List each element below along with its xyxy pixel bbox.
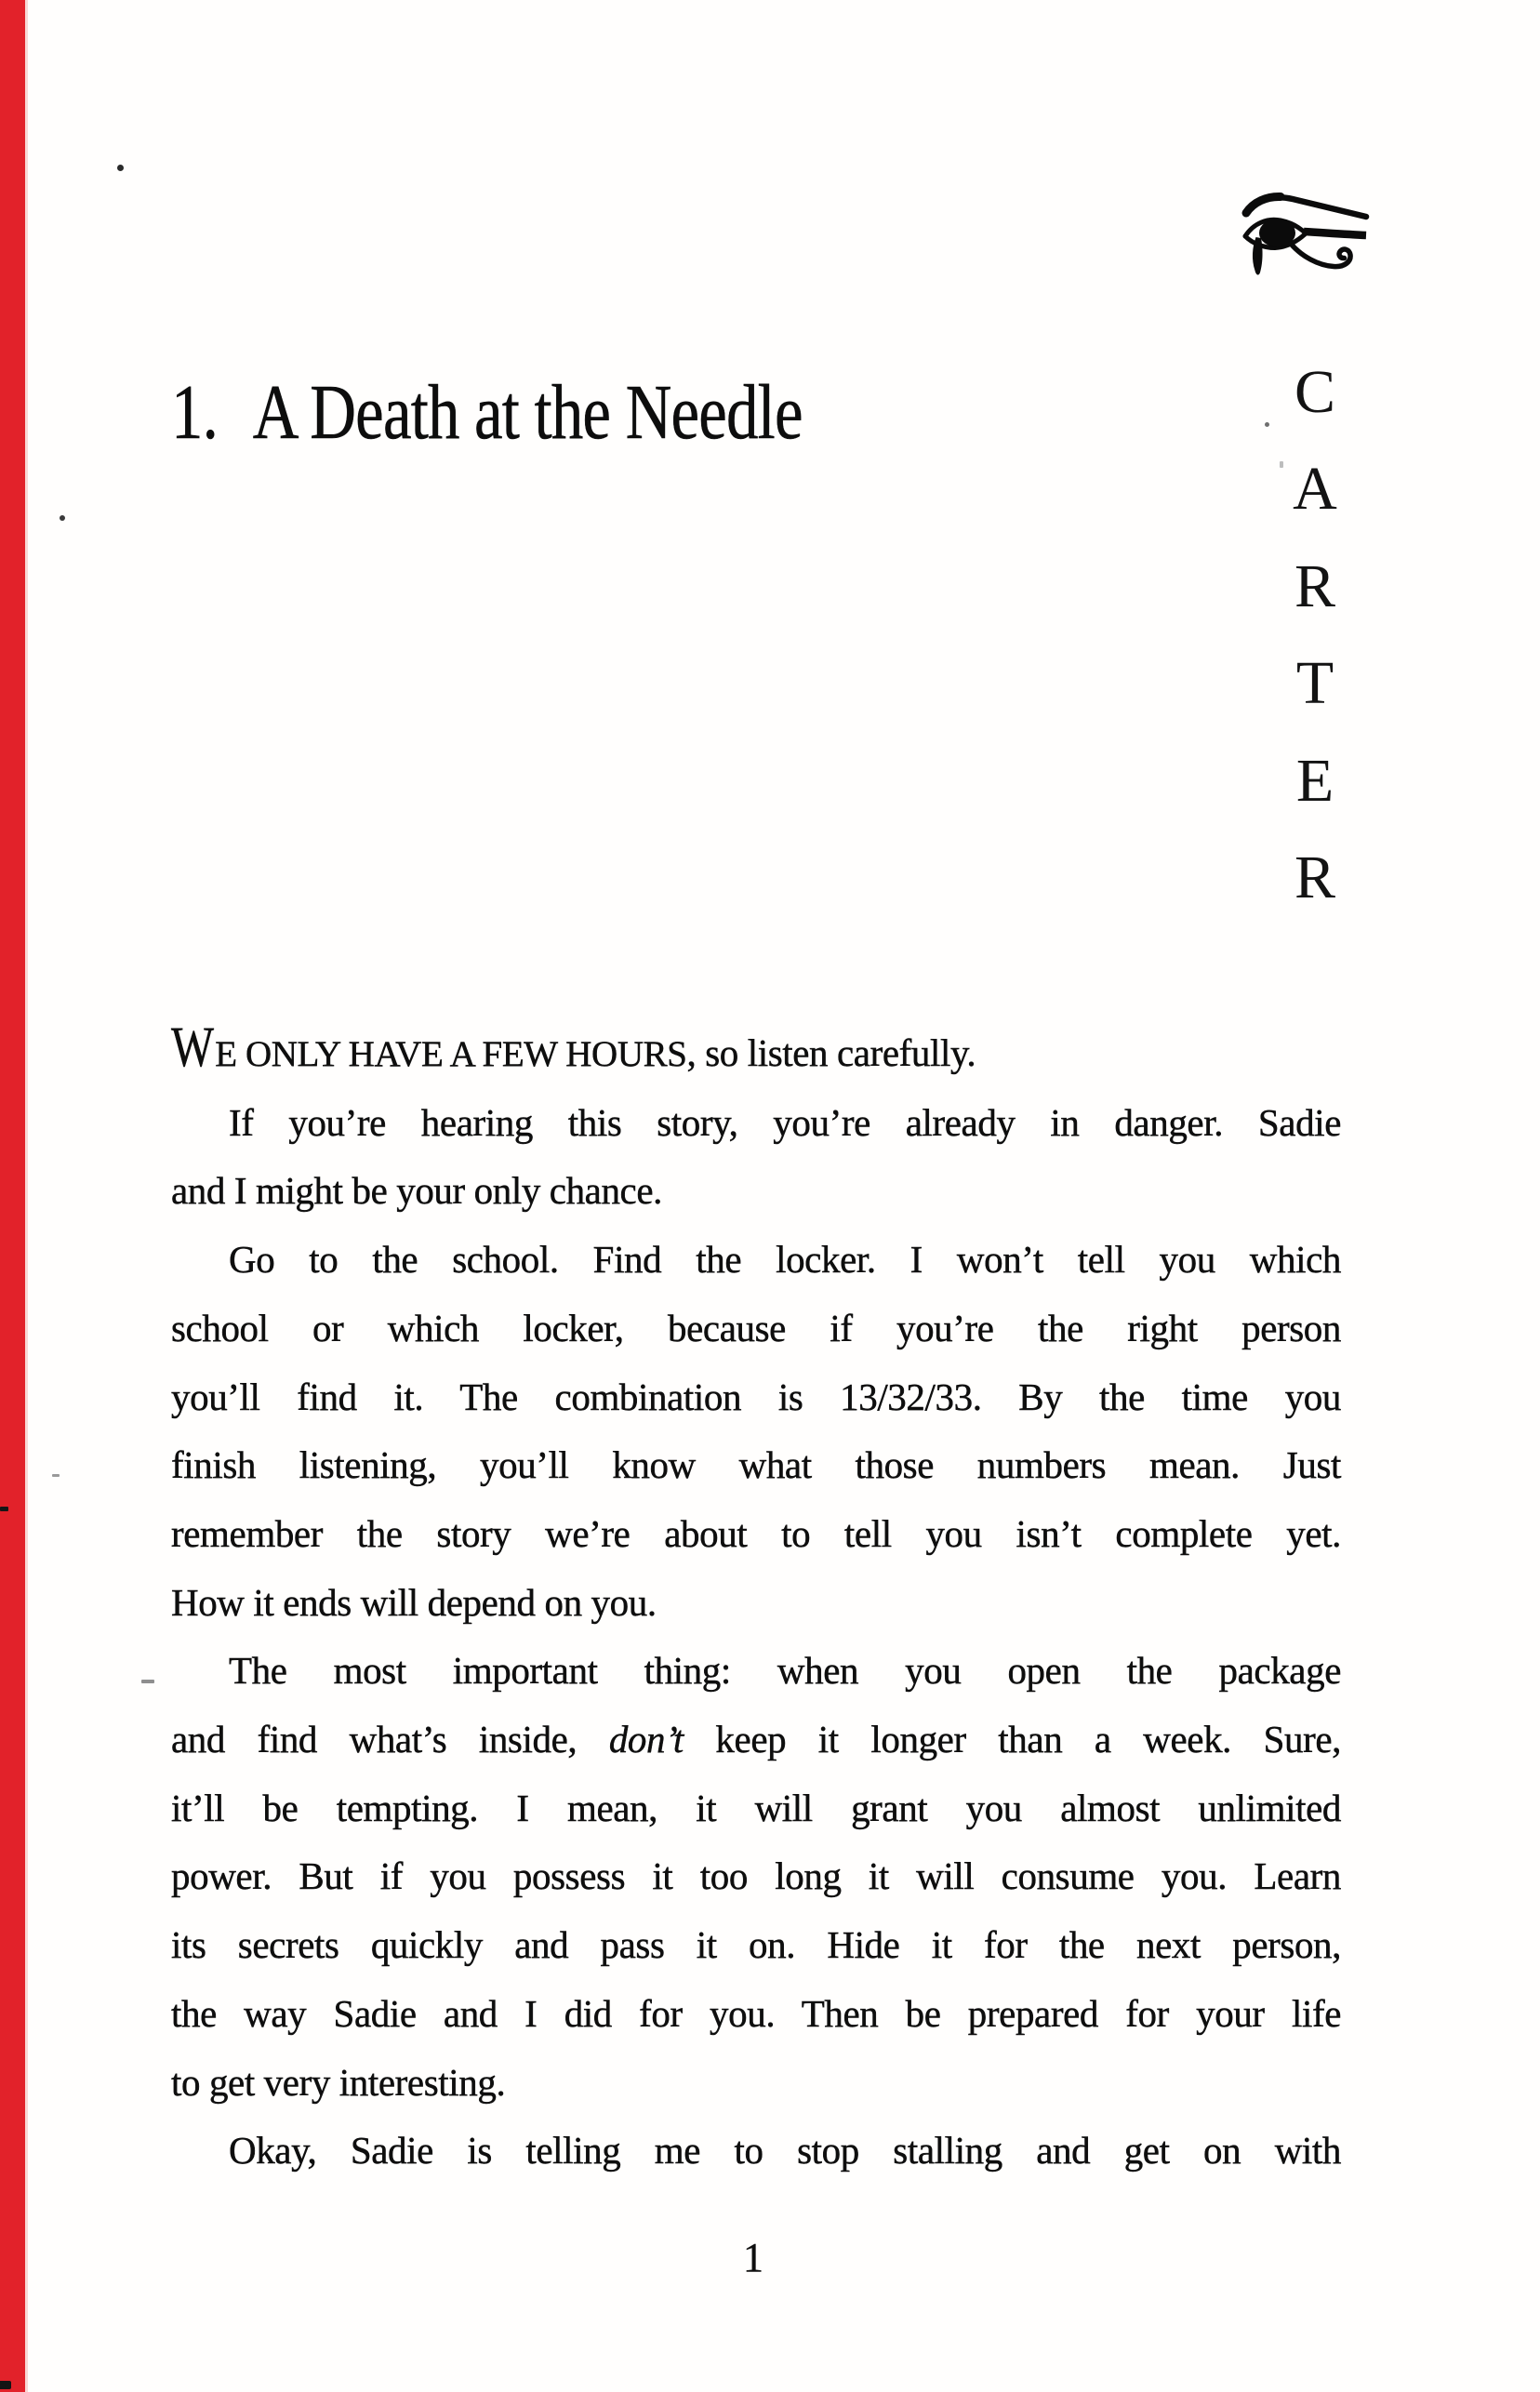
body-text-segment: the way Sadie and I did for you. Then be prepared for your life [171,1991,1341,2035]
text-line [171,1500,1341,1569]
vertical-letter-e-4: E [1295,747,1334,815]
vertical-author-name [1289,358,1341,920]
body-text-segment: power. But if you possess it too long it will consume you. Learn [171,1854,1341,1898]
vertical-letter-a-1: A [1293,455,1337,523]
body-text-segment: you’ll find it. The combination is 13/32/33. By the time you [171,1375,1341,1418]
body-text-segment: remember the story we’re about to tell you isn’t complete yet. [171,1511,1341,1555]
body-text-segment: to get very interesting. [171,2060,506,2104]
text-line [171,1569,1341,1638]
body-text [171,1019,1341,2186]
vertical-letter-r-2: R [1294,552,1336,620]
scan-speck [117,165,124,171]
scan-dash [0,1507,8,1511]
text-line [171,1842,1341,1911]
body-text-segment: finish listening, you’ll know what those numbers mean. Just [171,1443,1341,1487]
text-line [171,1911,1341,1980]
scan-speck [1265,422,1269,427]
text-line: WE ONLY HAVE A FEW HOURS, so listen carefully. [171,1017,976,1079]
body-text-segment: Okay, Sadie is telling me to stop stalling and get on with [229,2129,1341,2173]
body-text-segment: keep it longer than a week. Sure, [683,1718,1342,1761]
text-line [171,1706,1341,1774]
body-text-segment: If you’re hearing this story, you’re already in danger. Sadie [229,1100,1341,1144]
chapter-number: 1. [171,369,219,456]
scan-speck [60,515,65,521]
body-text-segment: and I might be your only chance. [171,1169,663,1213]
scan-speck [52,1474,60,1477]
text-line [171,1089,1341,1158]
text-line [171,1363,1341,1432]
text-line [171,1774,1341,1843]
body-text-segment: Go to the school. Find the locker. I won’t tell you which [229,1238,1341,1282]
page-number: 1 [743,2235,763,2280]
small-caps-text: E ONLY HAVE A FEW HOURS [215,1034,687,1074]
text-line [171,1226,1341,1295]
vertical-letter-c-0: C [1294,358,1336,426]
text-line [171,1295,1341,1363]
text-line [171,1157,1341,1226]
vertical-letter-t-3: T [1295,649,1334,717]
scan-mark [0,2381,11,2389]
chapter-title [171,369,803,456]
body-text-segment: and find what’s inside, [171,1718,609,1761]
spine-red-strip [0,0,25,2392]
text-line [171,1431,1341,1500]
body-text-segment: How it ends will depend on you. [171,1580,657,1624]
body-text-segment: school or which locker, because if you’re the right person [171,1306,1341,1349]
text-line [171,2049,1341,2118]
vertical-letter-r-5: R [1294,844,1336,911]
chapter-title-text: A Death at the Needle [252,369,803,456]
text-line [171,2117,1341,2186]
text-line [171,1637,1341,1706]
italic-text: don’t [608,1718,684,1761]
body-text-segment: The most important thing: when you open the package [229,1649,1341,1693]
body-text-segment: its secrets quickly and pass it on. Hide it for the next person, [171,1923,1341,1967]
spine-edge-highlight [25,0,28,2392]
text-line [171,1980,1341,2049]
eye-of-horus-icon [1239,188,1374,281]
body-text-segment: it’ll be tempting. I mean, it will grant you almost unlimited [171,1786,1341,1829]
body-text-segment: , so listen carefully. [686,1031,976,1074]
scan-speck [1280,461,1283,468]
scan-speck [141,1680,154,1683]
